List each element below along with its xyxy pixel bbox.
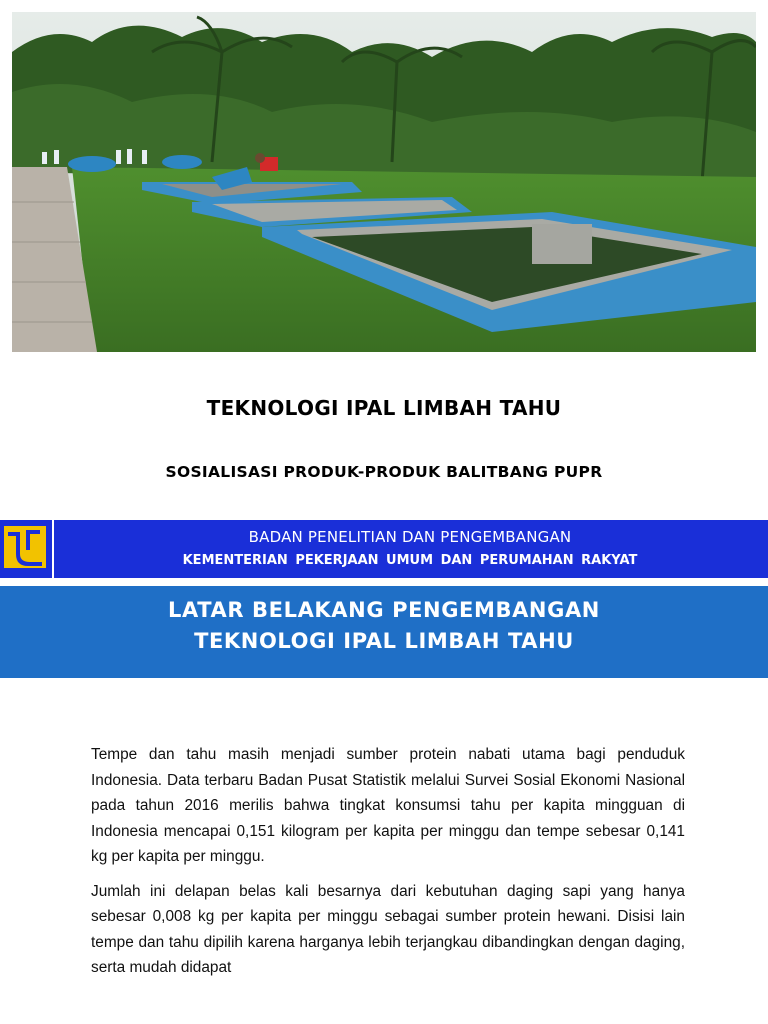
pupr-logo-icon (0, 520, 54, 578)
photo-wastewater-treatment-ponds (12, 12, 756, 352)
section-title-line1: LATAR BELAKANG PENGEMBANGAN (168, 598, 600, 622)
document-title: TEKNOLOGI IPAL LIMBAH TAHU (206, 396, 562, 420)
paragraph: Jumlah ini delapan belas kali besarnya dari kebutuhan daging sapi yang hanya sebesar 0,008 kg per kapita per minggu sebagai sumber protein hewani. Disisi lain tempe dan tahu dipilih karena harganya lebih terjangkau dibandingkan dengan daging, serta mudah didapat (91, 882, 685, 976)
paragraph: Tempe dan tahu masih menjadi sumber protein nabati utama bagi penduduk Indonesia. Data terbaru Badan Pusat Statistik melalui Survei Sosial Ekonomi Nasional pada tahun 2016 merilis bahwa tingkat konsumsi tahu per kapita mingguan di Indonesia mencapai 0,151 kilogram per kapita per minggu dan tempe sebesar 0,141 kg per kapita per minggu. (91, 746, 685, 865)
document-subtitle: SOSIALISASI PRODUK-PRODUK BALITBANG PUPR (165, 463, 603, 481)
organization-banner (0, 520, 768, 578)
cover-photo (12, 12, 756, 352)
section-title-line2: TEKNOLOGI IPAL LIMBAH TAHU (194, 629, 574, 653)
section-header (0, 586, 768, 678)
ministry-name: KEMENTERIAN PEKERJAAN UMUM DAN PERUMAHAN RAKYAT (182, 553, 638, 568)
body-text (91, 742, 685, 990)
organization-name: BADAN PENELITIAN DAN PENGEMBANGAN (248, 528, 572, 546)
